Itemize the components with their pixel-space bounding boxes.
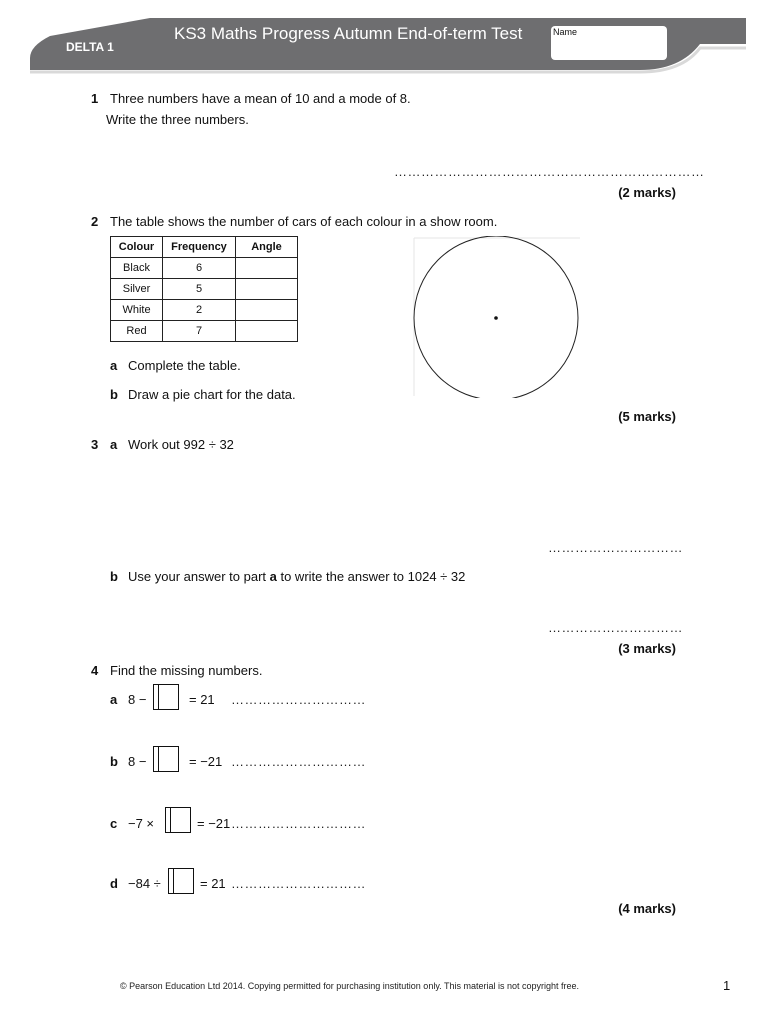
table-cell-angle[interactable] [236,279,298,300]
table-cell-frequency: 5 [163,279,236,300]
question-2a-letter: a [110,358,118,373]
question-2a-text: Complete the table. [128,358,241,373]
question-4d-after: = 21 [200,876,226,891]
table-cell-frequency: 6 [163,258,236,279]
question-3b-text [128,569,465,584]
question-4-number: 4 [91,663,99,678]
copyright-footer: © Pearson Education Ltd 2014. Copying permitted for purchasing institution only. This material is not copyright free. [120,981,580,991]
cars-table [110,236,298,342]
question-4-marks: (4 marks) [618,901,676,916]
question-1-text: Three numbers have a mean of 10 and a mode of 8. [110,91,411,106]
question-4c-answer-line[interactable]: ………………………… [231,816,366,831]
table-header-angle: Angle [236,237,298,258]
table-cell-angle[interactable] [236,300,298,321]
question-1-instruction: Write the three numbers. [106,112,249,127]
question-1-marks: (2 marks) [618,185,676,200]
question-3a-letter: a [110,437,118,452]
table-cell-colour: Silver [111,279,163,300]
question-2b-text: Draw a pie chart for the data. [128,387,296,402]
question-2-number: 2 [91,214,99,229]
question-2-marks: (5 marks) [618,409,676,424]
missing-number-box[interactable] [153,746,179,772]
question-4c-before: −7 × [128,816,155,831]
question-3b-text-bold: a [269,569,277,584]
question-4-text: Find the missing numbers. [110,663,263,678]
table-cell-angle[interactable] [236,321,298,342]
question-3b-text-before: Use your answer to part [128,569,270,584]
table-cell-frequency: 7 [163,321,236,342]
table-header-frequency: Frequency [163,237,236,258]
question-3b-letter: b [110,569,118,584]
question-4a-before: 8 − [128,692,147,707]
table-header-row [111,237,298,258]
question-4d-letter: d [110,876,118,891]
table-cell-frequency: 2 [163,300,236,321]
question-1-answer-line[interactable]: …………………………………………………………… [394,164,705,179]
question-3-number: 3 [91,437,99,452]
question-4b-letter: b [110,754,118,769]
page-number: 1 [723,978,731,993]
name-label: Name [553,27,578,37]
question-2b-letter: b [110,387,118,402]
question-4d-before: −84 ÷ [128,876,161,891]
question-3-marks: (3 marks) [618,641,676,656]
question-4b-after: = −21 [189,754,223,769]
missing-number-box[interactable] [153,684,179,710]
table-row [111,300,298,321]
table-row [111,279,298,300]
table-row [111,321,298,342]
question-4c-after: = −21 [197,816,231,831]
question-1-number: 1 [91,91,99,106]
question-3a-answer-line[interactable]: ………………………… [548,540,683,555]
question-4d-answer-line[interactable]: ………………………… [231,876,366,891]
question-4a-answer-line[interactable]: ………………………… [231,692,366,707]
question-3a-text: Work out 992 ÷ 32 [128,437,234,452]
question-4a-letter: a [110,692,118,707]
question-2-text: The table shows the number of cars of each colour in a show room. [110,214,498,229]
question-3b-text-after: to write the answer to 1024 ÷ 32 [276,569,466,584]
question-4c-letter: c [110,816,118,831]
level-label: DELTA 1 [66,40,114,54]
missing-number-box[interactable] [168,868,194,894]
question-3b-answer-line[interactable]: ………………………… [548,620,683,635]
missing-number-box[interactable] [165,807,191,833]
table-row [111,258,298,279]
question-4b-before: 8 − [128,754,147,769]
question-4a-after: = 21 [189,692,215,707]
table-cell-colour: Red [111,321,163,342]
test-title: KS3 Maths Progress Autumn End-of-term Test [174,24,523,43]
table-header-colour: Colour [111,237,163,258]
pie-chart-circle[interactable] [410,236,585,398]
table-cell-colour: Black [111,258,163,279]
table-cell-angle[interactable] [236,258,298,279]
table-cell-colour: White [111,300,163,321]
question-4b-answer-line[interactable]: ………………………… [231,754,366,769]
